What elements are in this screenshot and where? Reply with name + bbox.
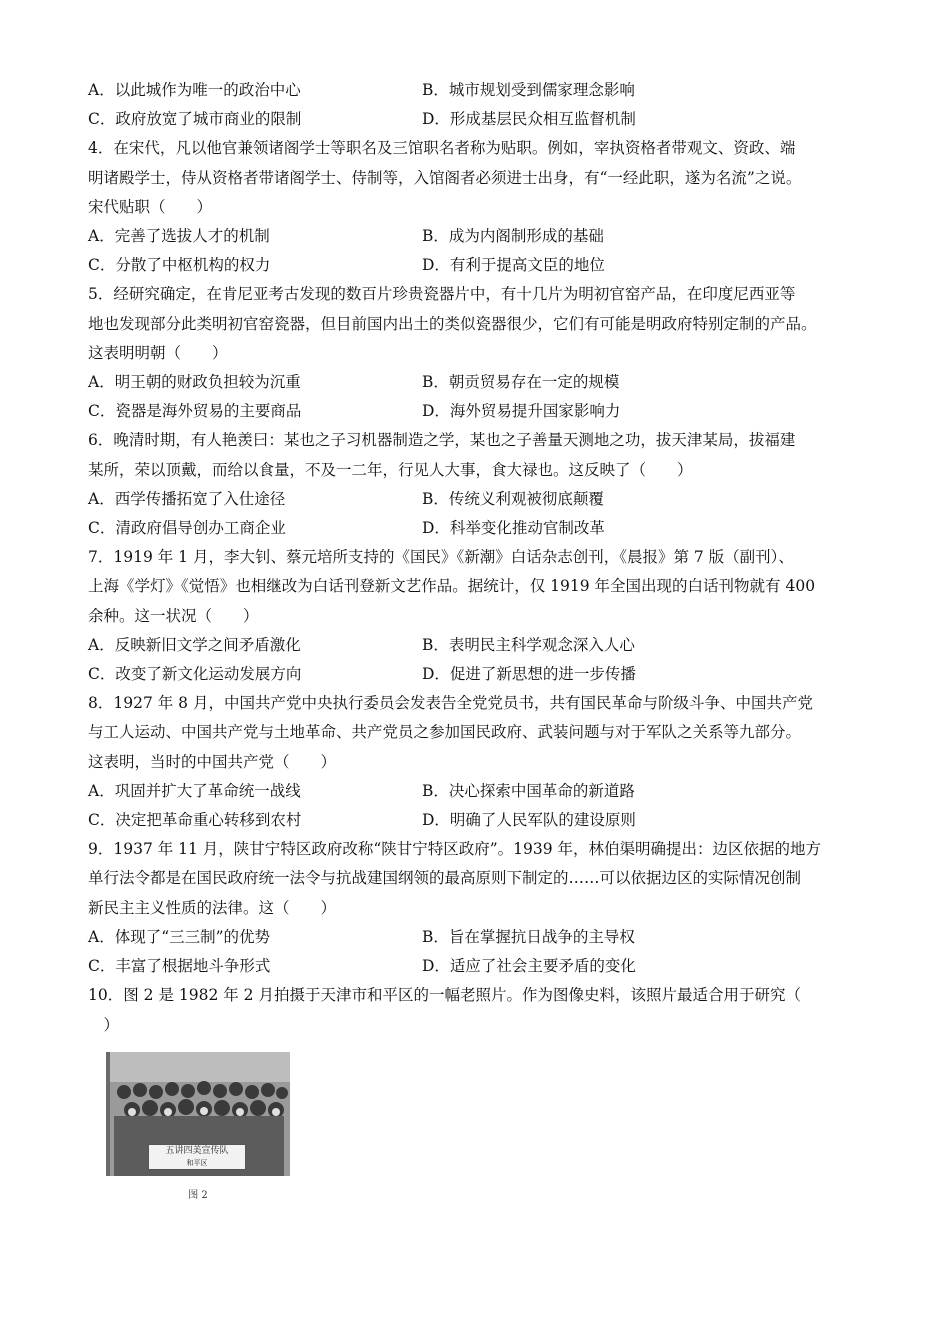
question-4 <box>88 134 868 280</box>
question-text: 这表明，当时的中国共产党（ ） <box>88 752 337 771</box>
option-c[interactable]: C．分散了中枢机构的权力 <box>88 256 271 275</box>
question-text: 4．在宋代，凡以他官兼领诸阁学士等职名及三馆职名者称为贴职。例如，宰执资格者带观文、资政、端 <box>88 139 796 158</box>
options-row <box>88 923 868 952</box>
question-text: 10．图 2 是 1982 年 2 月拍摄于天津市和平区的一幅老照片。作为图像史料，该照片最适合用于研究（ <box>88 986 801 1005</box>
option-b[interactable]: B．旨在掌握抗日战争的主导权 <box>422 927 635 946</box>
question-text: 新民主主义性质的法律。这（ ） <box>88 898 337 917</box>
options-row <box>88 952 868 981</box>
option-b[interactable]: B．决心探索中国革命的新道路 <box>422 781 635 800</box>
options-row <box>88 485 868 514</box>
option-a[interactable]: A．明王朝的财政负担较为沉重 <box>88 373 301 392</box>
options-row <box>88 251 868 280</box>
option-a[interactable]: A．西学传播拓宽了入仕途径 <box>88 489 286 508</box>
option-c[interactable]: C．政府放宽了城市商业的限制 <box>88 110 302 129</box>
question-text: 明诸殿学士，侍从资格者带诸阁学士、侍制等，入馆阁者必须进士出身，有“一经此职，遂为名流”之说。 <box>88 168 802 187</box>
option-d[interactable]: D．形成基层民众相互监督机制 <box>422 110 636 129</box>
options-row <box>88 222 868 251</box>
option-a[interactable]: A．巩固并扩大了革命统一战线 <box>88 781 301 800</box>
question-8 <box>88 689 868 835</box>
question-text: 宋代贴职（ ） <box>88 197 213 216</box>
old-photo <box>106 1052 290 1176</box>
option-d[interactable]: D．明确了人民军队的建设原则 <box>422 811 636 830</box>
photo-banner <box>148 1144 246 1170</box>
option-b[interactable]: B．传统义利观被彻底颠覆 <box>422 489 604 508</box>
option-a[interactable]: A．反映新旧文学之间矛盾激化 <box>88 635 301 654</box>
question-5 <box>88 280 868 426</box>
option-d[interactable]: D．有利于提高文臣的地位 <box>422 256 605 275</box>
top-options-row-2 <box>88 105 868 134</box>
option-a[interactable]: A．体现了“三三制”的优势 <box>88 927 271 946</box>
question-text: 6．晚清时期，有人艳羡曰：某也之子习机器制造之学，某也之子善量天测地之功，拔天津某局，拔福建 <box>88 431 796 450</box>
question-text: 余种。这一状况（ ） <box>88 606 259 625</box>
question-text: 地也发现部分此类明初官窑瓷器，但目前国内出土的类似瓷器很少，它们有可能是明政府特别定制的产品。 <box>88 314 817 333</box>
exam-page <box>88 76 868 1201</box>
top-options-row-1 <box>88 76 868 105</box>
photo-banner-text: 五讲四美宣传队 <box>165 1145 229 1156</box>
question-text: 与工人运动、中国共产党与土地革命、共产党员之参加国民政府、武装问题与对于军队之关系等九部分。 <box>88 723 802 742</box>
options-row <box>88 514 868 543</box>
options-row <box>88 660 868 689</box>
question-text: 8．1927 年 8 月，中国共产党中央执行委员会发表告全党党员书，共有国民革命与阶级斗争、中国共产党 <box>88 694 813 713</box>
figure-2 <box>106 1052 290 1201</box>
question-text: 某所，荣以顶戴，而给以食量，不及一二年，行见人大事，食大禄也。这反映了（ ） <box>88 460 693 479</box>
question-10 <box>88 981 868 1200</box>
option-d[interactable]: D．科举变化推动官制改革 <box>422 519 605 538</box>
option-b[interactable]: B．成为内阁制形成的基础 <box>422 227 604 246</box>
photo-banner-subtext: 和平区 <box>186 1158 208 1167</box>
option-a[interactable]: A．完善了选拔人才的机制 <box>88 227 270 246</box>
option-d[interactable]: D．适应了社会主要矛盾的变化 <box>422 957 636 976</box>
options-row <box>88 397 868 426</box>
options-row <box>88 368 868 397</box>
question-text: 5．经研究确定，在肯尼亚考古发现的数百片珍贵瓷器片中，有十几片为明初官窑产品，在印度尼西亚等 <box>88 285 796 304</box>
option-c[interactable]: C．清政府倡导创办工商企业 <box>88 519 286 538</box>
options-row <box>88 777 868 806</box>
option-a[interactable]: A．以此城作为唯一的政治中心 <box>88 81 301 99</box>
question-text: 这表明明朝（ ） <box>88 343 228 362</box>
question-7 <box>88 543 868 689</box>
question-9 <box>88 835 868 981</box>
question-text: 上海《学灯》《觉悟》也相继改为白话刊登新文艺作品。据统计，仅 1919 年全国出现的白话刊物就有 400 <box>88 577 816 596</box>
option-d[interactable]: D．促进了新思想的进一步传播 <box>422 665 636 684</box>
options-row <box>88 631 868 660</box>
question-text: ） <box>88 1015 120 1034</box>
question-6 <box>88 426 868 543</box>
option-c[interactable]: C．丰富了根据地斗争形式 <box>88 957 271 976</box>
question-text: 9．1937 年 11 月，陕甘宁特区政府改称“陕甘宁特区政府”。1939 年，林伯渠明确提出：边区依据的地方 <box>88 840 822 859</box>
question-text: 单行法令都是在国民政府统一法令与抗战建国纲领的最高原则下制定的……可以依据边区的实际情况创制 <box>88 869 802 888</box>
figure-label: 图 2 <box>188 1189 208 1201</box>
option-c[interactable]: C．决定把革命重心转移到农村 <box>88 811 302 830</box>
option-b[interactable]: B．朝贡贸易存在一定的规模 <box>422 373 620 392</box>
options-row <box>88 806 868 835</box>
question-text: 7．1919 年 1 月，李大钊、蔡元培所支持的《国民》《新潮》白话杂志创刊，《晨报》第 7 版（副刊）、 <box>88 548 794 567</box>
option-d[interactable]: D．海外贸易提升国家影响力 <box>422 402 621 421</box>
option-c[interactable]: C．瓷器是海外贸易的主要商品 <box>88 402 302 421</box>
option-b[interactable]: B．城市规划受到儒家理念影响 <box>422 81 635 99</box>
option-b[interactable]: B．表明民主科学观念深入人心 <box>422 635 635 654</box>
option-c[interactable]: C．改变了新文化运动发展方向 <box>88 665 302 684</box>
